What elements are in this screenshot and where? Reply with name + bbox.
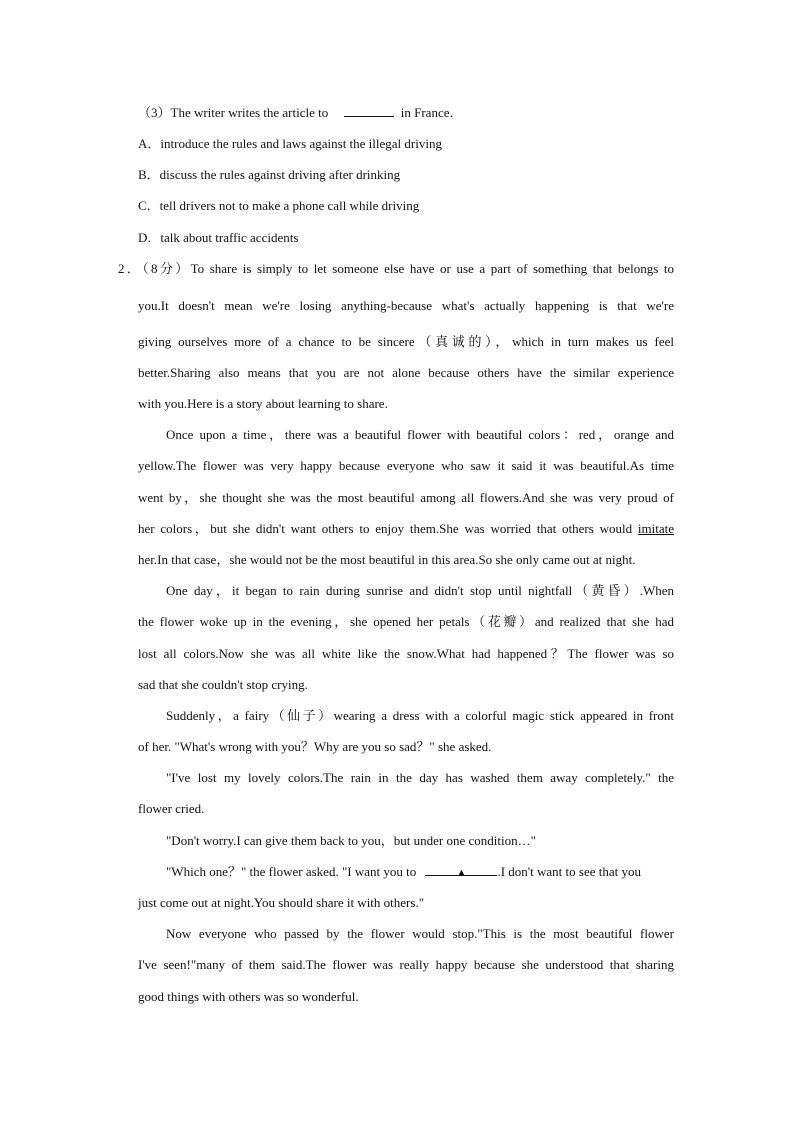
p1-line-1: Once upon a time，there was a beautiful flower with beautiful colors：red，orange and	[166, 427, 674, 442]
question-score: （8分）	[142, 261, 191, 276]
story-answer-blank	[425, 863, 497, 879]
question-3-stem-post: in France．	[400, 105, 463, 120]
p6-line-1-post: .I don't want to see that you	[497, 864, 641, 879]
p1-line-4	[138, 520, 674, 538]
p6-line-1	[166, 863, 674, 881]
p2-line-1: One day，it began to rain during sunrise and didn't stop until nightfall（黄昏）.When	[166, 583, 674, 598]
p1-line-2: yellow.The flower was very happy because everyone who saw it said it was beautiful.As time	[138, 458, 674, 473]
question-number: 2．	[118, 261, 143, 276]
p1-line-4-text: her colors，but she didn't want others to enjoy them.She was worried that others would	[138, 521, 633, 536]
underlined-word-imitate: imitate	[637, 521, 675, 536]
intro-line-2: you.It doesn't mean we're losing anything-because what's actually happening is that we're	[138, 298, 674, 313]
p5-line: "Don't worry.I can give them back to you，but under one condition…"	[166, 833, 536, 848]
question-3-stem-pre: （3）The writer writes the article to	[138, 105, 329, 120]
option-a: A．introduce the rules and laws against the illegal driving	[138, 136, 442, 151]
intro-line-4: better.Sharing also means that you are not alone because others have the similar experience	[138, 365, 674, 380]
option-c: C．tell drivers not to make a phone call while driving	[138, 198, 420, 213]
p2-line-2: the flower woke up in the evening，she opened her petals（花瓣）and realized that she had	[138, 614, 674, 629]
p3-line-2: of her. "What's wrong with you？Why are you so sad？" she asked.	[138, 739, 492, 754]
p1-line-5: her.In that case，she would not be the most beautiful in this area.So she only came out at night.	[138, 552, 636, 567]
triangle-marker-icon: ▲	[456, 867, 467, 879]
question-3-stem	[138, 104, 674, 122]
p4-line-1: "I've lost my lovely colors.The rain in the day has washed them away completely." the	[166, 770, 674, 785]
question-2-first-line	[118, 260, 674, 278]
p2-line-4: sad that she couldn't stop crying.	[138, 677, 308, 692]
p6-line-2: just come out at night.You should share it with others."	[138, 895, 424, 910]
option-d: D．talk about traffic accidents	[138, 230, 299, 245]
p7-line-1: Now everyone who passed by the flower would stop."This is the most beautiful flower	[166, 926, 674, 941]
p3-line-1: Suddenly，a fairy（仙子）wearing a dress with a colorful magic stick appeared in front	[166, 708, 674, 723]
p7-line-3: good things with others was so wonderful.	[138, 989, 359, 1004]
p2-line-3: lost all colors.Now she was all white like the snow.What had happened？The flower was so	[138, 646, 674, 661]
answer-blank	[344, 104, 394, 117]
intro-line-1: To share is simply to let someone else have or use a part of something that belongs to	[190, 261, 674, 276]
intro-line-5: with you.Here is a story about learning to share.	[138, 396, 388, 411]
p7-line-2: I've seen!"many of them said.The flower was really happy because she understood that sharing	[138, 957, 674, 972]
p6-line-1-pre: "Which one？" the flower asked. "I want you to	[166, 864, 417, 879]
p1-line-3: went by，she thought she was the most beautiful among all flowers.And she was very proud of	[138, 490, 674, 505]
intro-line-3: giving ourselves more of a chance to be sincere（真诚的），which in turn makes us feel	[138, 334, 674, 349]
p4-line-2: flower cried.	[138, 801, 205, 816]
option-b: B．discuss the rules against driving after drinking	[138, 167, 401, 182]
